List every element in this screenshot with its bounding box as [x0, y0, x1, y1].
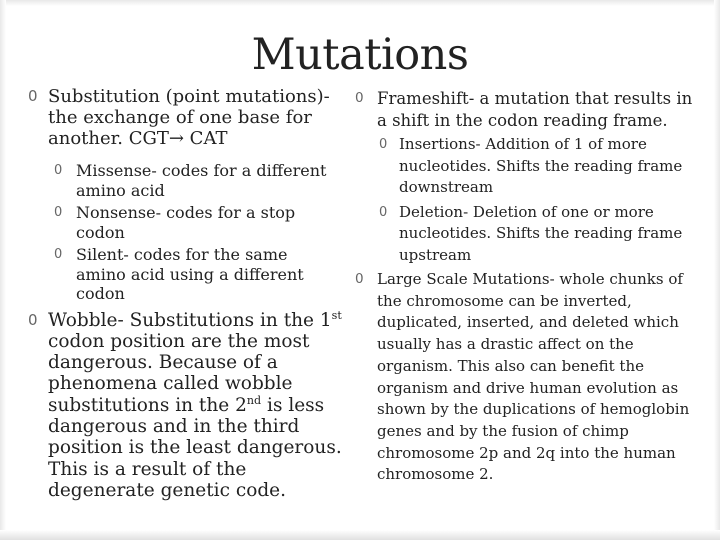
deletion-bullet [355, 202, 705, 267]
slide-title: Mutations [251, 30, 469, 80]
nonsense-bullet [26, 203, 356, 242]
wobble-sup-1: st [331, 308, 342, 322]
bullet-marker: 0 [379, 204, 388, 220]
frameshift-line-2: a shift in the codon reading frame. [377, 110, 668, 130]
wobble-sup-2: nd [246, 393, 262, 407]
bullet-marker: 0 [355, 90, 364, 106]
missense-bullet [26, 161, 356, 200]
large-scale-line-9: chromosome 2p and 2q into the human [377, 443, 676, 462]
silent-bullet [26, 245, 356, 304]
right-column [355, 88, 705, 489]
deletion-line-2: nucleotides. Shifts the reading frame [399, 224, 683, 242]
insertions-line-3: downstream [399, 178, 494, 196]
bullet-marker: 0 [54, 205, 63, 220]
slide-frame-right [714, 0, 720, 540]
silent-line-1: Silent- codes for the same [76, 245, 288, 264]
substitution-line-1: Substitution (point mutations)- [48, 86, 330, 107]
insertions-bullet [355, 134, 705, 199]
large-scale-line-2: the chromosome can be inverted, [377, 291, 632, 310]
large-scale-bullet [355, 269, 705, 486]
wobble-text-part-3: is less dangerous and in the third position is the least dangerous. This is a result of the degenerate genetic code. [48, 394, 342, 501]
slide-frame-top [0, 0, 720, 6]
large-scale-line-3: duplicated, inserted, and deleted which [377, 313, 679, 332]
frameshift-bullet [355, 88, 705, 131]
nonsense-line-2: codon [76, 222, 125, 242]
bullet-marker: 0 [379, 137, 388, 152]
large-scale-line-8: genes and by the fusion of chimp [377, 421, 629, 440]
substitution-bullet [26, 86, 356, 149]
missense-line-1: Missense- codes for a different [76, 161, 327, 180]
silent-line-2: amino acid using a different [76, 264, 304, 284]
insertions-line-2: nucleotides. Shifts the reading frame [399, 156, 683, 175]
bullet-marker: 0 [54, 247, 63, 262]
deletion-line-1: Deletion- Deletion of one or more [399, 202, 654, 221]
wobble-bullet [26, 310, 356, 502]
large-scale-line-10: chromosome 2. [377, 465, 494, 484]
large-scale-line-4: usually has a drastic affect on the [377, 335, 634, 354]
wobble-text-part-2: codon position are the most dangerous. Because of a phenomena called wobble substitutions in the 2 [48, 330, 310, 416]
nonsense-line-1: Nonsense- codes for a stop [76, 203, 296, 222]
bullet-marker: 0 [54, 163, 63, 178]
large-scale-line-6: organism and drive human evolution as [377, 378, 679, 397]
wobble-text-part-1: Wobble- Substitutions in the 1 [48, 309, 332, 331]
wobble-text [48, 310, 356, 502]
bullet-marker: 0 [355, 271, 364, 287]
substitution-line-2: the exchange of one base for [48, 107, 312, 128]
large-scale-line-1: Large Scale Mutations- whole chunks of [377, 270, 683, 288]
large-scale-line-5: organism. This also can benefit the [377, 356, 644, 375]
deletion-line-3: upstream [399, 245, 472, 264]
large-scale-line-7: shown by the duplications of hemoglobin [377, 400, 690, 419]
silent-line-3: codon [76, 284, 125, 303]
insertions-line-1: Insertions- Addition of 1 of more [399, 135, 647, 153]
bullet-marker: 0 [28, 310, 38, 329]
frameshift-line-1: Frameshift- a mutation that results in [377, 89, 693, 108]
left-column [26, 86, 356, 513]
missense-line-2: amino acid [76, 180, 165, 200]
substitution-line-3: another. CGT→ CAT [48, 128, 228, 149]
bullet-marker: 0 [28, 87, 38, 105]
slide-frame-bottom [0, 530, 720, 540]
slide-frame-left [0, 0, 6, 540]
